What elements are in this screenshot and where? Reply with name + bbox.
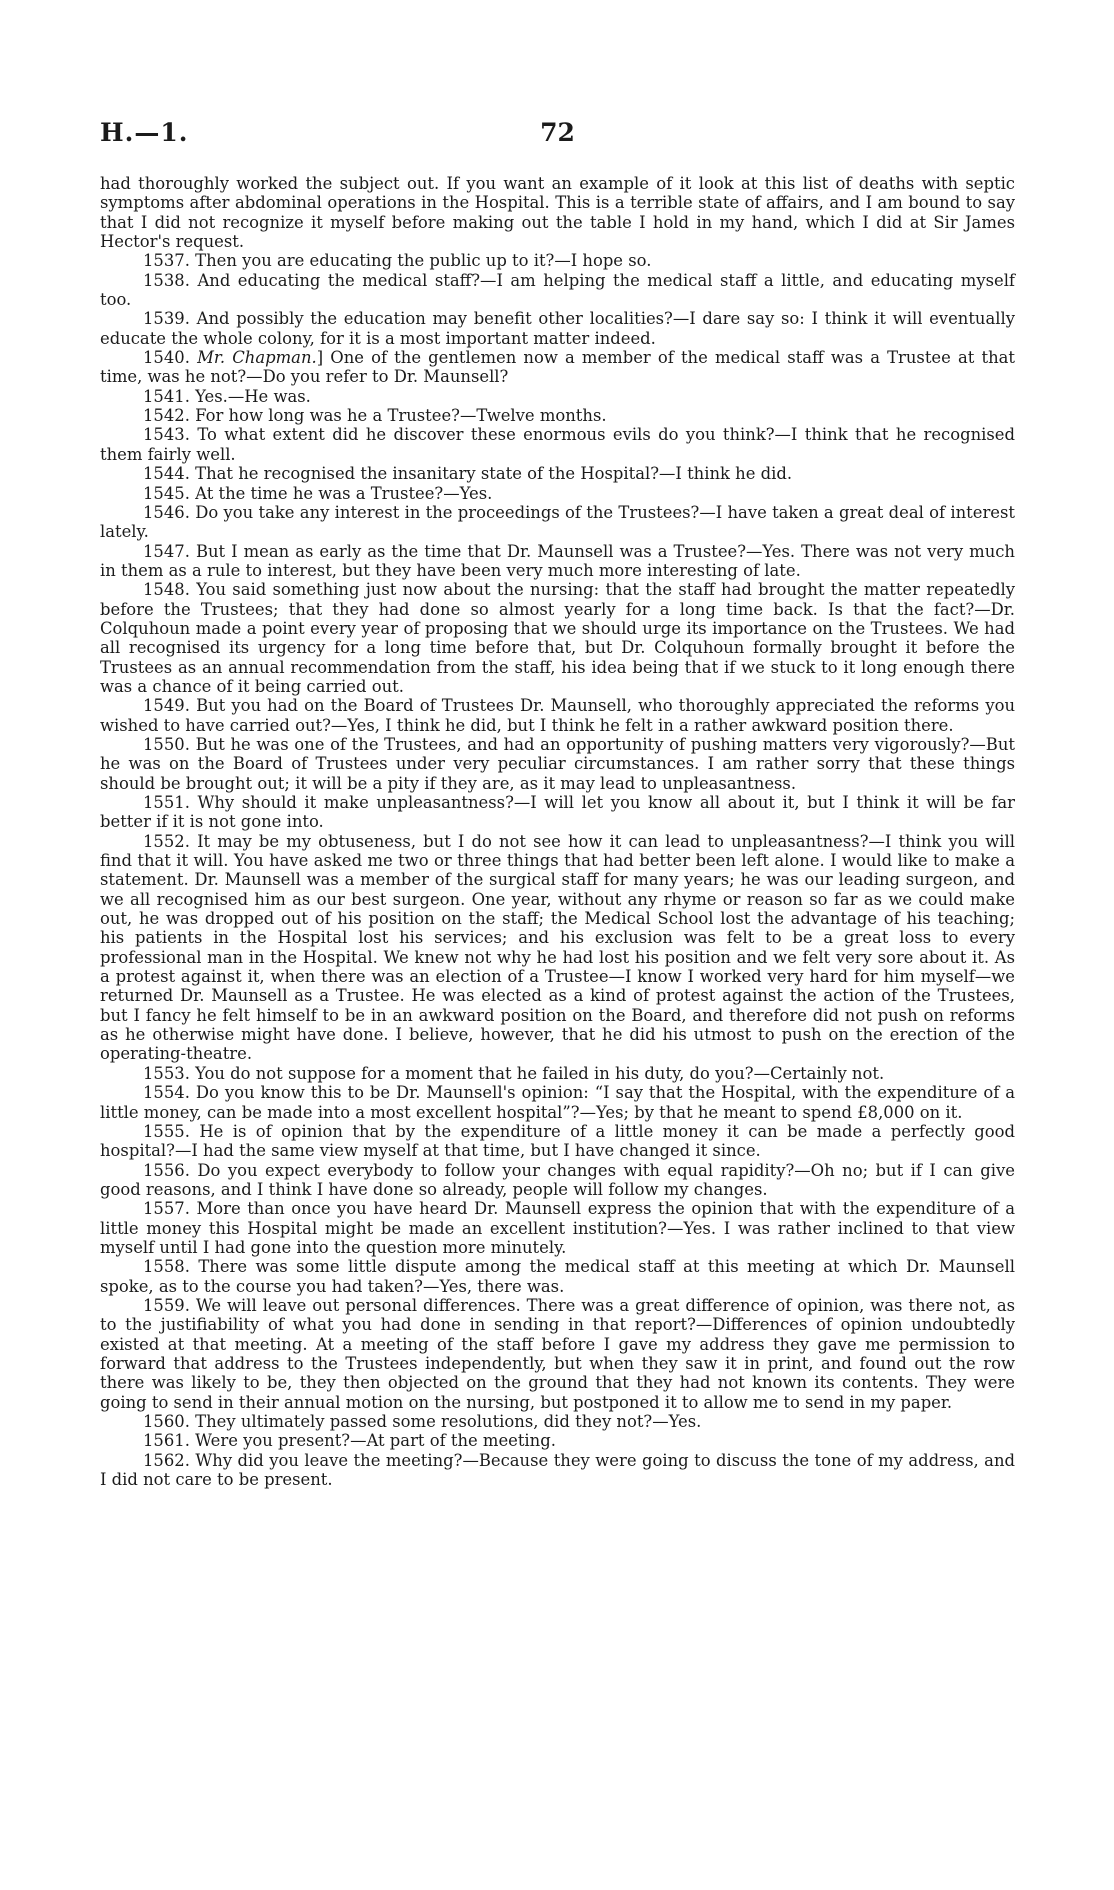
- question-paragraph: [100, 484, 1015, 503]
- paragraph-text: You said something just now about the nursing: that the staff had brought the matter repeatedly before the Trustees; that they had done so almost yearly for a long time back. Is that the fact?—Dr. Colquhoun made a point every year of proposing that we should urge its importance on the Trustees. We had all recognised its urgency for a long time before that, but Dr. Colquhoun formally brought it before the Trustees as an annual recommendation from the staff, his idea being that if we stuck to it long enough there was a chance of it being carried out.: [100, 580, 1015, 696]
- question-paragraph: [100, 793, 1015, 832]
- question-paragraph: [100, 309, 1015, 348]
- speaker-name: Mr. Chapman.: [197, 348, 317, 368]
- paragraph-text: To what extent did he discover these enormous evils do you think?—I think that he recognised them fairly well.: [100, 425, 1015, 464]
- question-number: 1551.: [143, 793, 190, 812]
- question-paragraph: [100, 735, 1015, 793]
- paragraph-text: had thoroughly worked the subject out. If you want an example of it look at this list of deaths with septic symptoms after abdominal operations in the Hospital. This is a terrible state of affairs, and I am bound to say that I did not recognize it myself before making out the table I hold in my hand, which I did at Sir James Hector's request.: [100, 174, 1015, 252]
- paragraph-text: He is of opinion that by the expenditure of a little money it can be made a perfectly good hospital?—I had the same view myself at that time, but I have changed it since.: [100, 1121, 1015, 1161]
- paragraph-text: But he was one of the Trustees, and had an opportunity of pushing matters very vigorously?—But he was on the Board of Trustees under very peculiar circumstances. I am rather sorry that these things should be brought out; it will be a pity if they are, as it may lead to unpleasantness.: [100, 734, 1015, 793]
- paragraph-text: More than once you have heard Dr. Maunsell express the opinion that with the expenditure of a little money this Hospital might be made an excellent institution?—Yes. I was rather inclined to that view myself until I had gone into the question more minutely.: [100, 1199, 1015, 1257]
- paragraph-text: And educating the medical staff?—I am helping the medical staff a little, and educating myself too.: [100, 270, 1015, 310]
- question-paragraph: [100, 1431, 1015, 1450]
- question-paragraph: [100, 251, 1015, 270]
- paragraph-text: We will leave out personal differences. There was a great difference of opinion, was there not, as to the justifiability of what you had done in sending in that report?—Differences of opinion undoubtedly existed at that meeting. At a meeting of the staff before I gave my address they gave me permission to forward that address to the Trustees independently, but when they saw it in print, and found out the row there was likely to be, they then objected on the ground that they had not known its contents. They were going to send in their annual motion on the nursing, but postponed it to allow me to send in my paper.: [100, 1295, 1016, 1412]
- paragraph-text: At the time he was a Trustee?—Yes.: [195, 483, 493, 503]
- question-paragraph: [100, 1199, 1015, 1257]
- question-number: 1541.: [143, 386, 190, 406]
- question-number: 1558.: [143, 1257, 190, 1277]
- paragraph-text: You do not suppose for a moment that he failed in his duty, do you?—Certainly not.: [195, 1063, 885, 1083]
- question-number: 1546.: [143, 502, 190, 522]
- question-paragraph: [100, 580, 1015, 696]
- question-paragraph: [100, 1161, 1015, 1200]
- page-number: 72: [540, 118, 575, 147]
- question-paragraph: [100, 696, 1015, 735]
- document-reference: H.—1.: [100, 118, 189, 147]
- question-number: 1537.: [143, 251, 190, 271]
- paragraph-text: But I mean as early as the time that Dr. Maunsell was a Trustee?—Yes. There was not very much in them as a rule to interest, but they have been very much more interesting of late.: [100, 541, 1015, 580]
- question-paragraph: [100, 348, 1015, 387]
- question-paragraph: [100, 464, 1015, 483]
- question-number: 1544.: [143, 464, 190, 484]
- paragraph-text: For how long was he a Trustee?—Twelve months.: [195, 406, 607, 426]
- page-header: [100, 118, 1015, 152]
- question-number: 1545.: [143, 483, 190, 503]
- paragraph-text: Why should it make unpleasantness?—I will let you know all about it, but I think it will be far better if it is not gone into.: [100, 793, 1015, 832]
- question-number: 1562.: [143, 1450, 190, 1470]
- question-number: 1548.: [143, 580, 190, 600]
- paragraph-text: Do you know this to be Dr. Maunsell's opinion: “I say that the Hospital, with the expenditure of a little money, can be made into a most excellent hospital”?—Yes; by that he meant to spend £8,000 on it.: [100, 1083, 1015, 1122]
- paragraph-text: Were you present?—At part of the meeting.: [195, 1431, 556, 1451]
- question-number: 1550.: [143, 734, 190, 754]
- paragraph-text: It may be my obtuseness, but I do not see how it can lead to unpleasantness?—I think you will find that it will. You have asked me two or three things that had better been left alone. I would like to make a statement. Dr. Maunsell was a member of the surgical staff for many years; he was our leading surgeon, and we all recognised him as our best surgeon. One year, without any rhyme or reason so far as we could make out, he was dropped out of his position on the staff; the Medical School lost the advantage of his teaching; his patients in the Hospital lost his services; and his exclusion was felt to be a great loss to every professional man in the Hospital. We knew not why he had lost his position and we felt very sore about it. As a protest against it, when there was an election of a Trustee—I know I worked very hard for him myself—we returned Dr. Maunsell as a Trustee. He was elected as a kind of protest against the action of the Trustees, but I fancy he felt himself to be in an awkward position on the Board, and therefore did not push on reforms as he otherwise might have done. I believe, however, that he did his utmost to push on the erection of the operating-theatre.: [100, 831, 1016, 1064]
- paragraph-text: But you had on the Board of Trustees Dr. Maunsell, who thoroughly appreciated the reforms you wished to have carried out?—Yes, I think he did, but I think he felt in a rather awkward position there.: [100, 696, 1016, 735]
- question-paragraph: [100, 271, 1015, 310]
- question-number: 1547.: [143, 541, 190, 561]
- question-paragraph: [100, 503, 1015, 542]
- question-paragraph: [100, 1412, 1015, 1431]
- question-paragraph: [100, 1064, 1015, 1083]
- question-number: 1540.: [143, 348, 190, 368]
- question-paragraph: [100, 542, 1015, 581]
- paragraph-text: Then you are educating the public up to it?—I hope so.: [195, 251, 652, 271]
- question-paragraph: [100, 832, 1015, 1064]
- question-number: 1552.: [143, 831, 190, 851]
- paragraph-text: There was some little dispute among the medical staff at this meeting at which Dr. Maunsell spoke, as to the course you had taken?—Yes, there was.: [100, 1257, 1015, 1296]
- question-paragraph: [100, 406, 1015, 425]
- question-paragraph: [100, 1083, 1015, 1122]
- question-number: 1543.: [143, 425, 190, 445]
- question-number: 1549.: [143, 696, 190, 716]
- continuation-paragraph: [100, 174, 1015, 251]
- question-number: 1560.: [143, 1412, 190, 1431]
- document-body: [100, 174, 1015, 1489]
- question-number: 1553.: [143, 1063, 190, 1083]
- question-paragraph: [100, 1296, 1015, 1412]
- paragraph-text: Do you take any interest in the proceedings of the Trustees?—I have taken a great deal of interest lately.: [100, 502, 1015, 542]
- question-paragraph: [100, 387, 1015, 406]
- question-number: 1539.: [143, 309, 190, 329]
- question-paragraph: [100, 425, 1015, 464]
- question-number: 1557.: [143, 1199, 190, 1219]
- question-number: 1555.: [143, 1121, 190, 1141]
- question-number: 1538.: [143, 270, 190, 290]
- question-paragraph: [100, 1257, 1015, 1296]
- paragraph-text: ] One of the gentlemen now a member of the medical staff was a Trustee at that time, was he not?—Do you refer to Dr. Maunsell?: [100, 348, 1015, 387]
- paragraph-text: That he recognised the insanitary state of the Hospital?—I think he did.: [195, 464, 793, 484]
- question-number: 1556.: [143, 1160, 190, 1180]
- paragraph-text: They ultimately passed some resolutions, did they not?—Yes.: [195, 1412, 702, 1431]
- question-paragraph: [100, 1122, 1015, 1161]
- paragraph-text: Do you expect everybody to follow your changes with equal rapidity?—Oh no; but if I can give good reasons, and I think I have done so already, people will follow my changes.: [100, 1160, 1015, 1199]
- question-number: 1561.: [143, 1431, 190, 1451]
- paragraph-text: Why did you leave the meeting?—Because they were going to discuss the tone of my address, and I did not care to be present.: [100, 1450, 1015, 1490]
- question-number: 1542.: [143, 406, 190, 426]
- paragraph-text: Yes.—He was.: [195, 386, 311, 406]
- paragraph-text: And possibly the education may benefit other localities?—I dare say so: I think it will eventually educate the whole colony, for it is a most important matter indeed.: [100, 309, 1015, 348]
- question-number: 1554.: [143, 1083, 190, 1103]
- question-paragraph: [100, 1451, 1015, 1490]
- question-number: 1559.: [143, 1295, 190, 1315]
